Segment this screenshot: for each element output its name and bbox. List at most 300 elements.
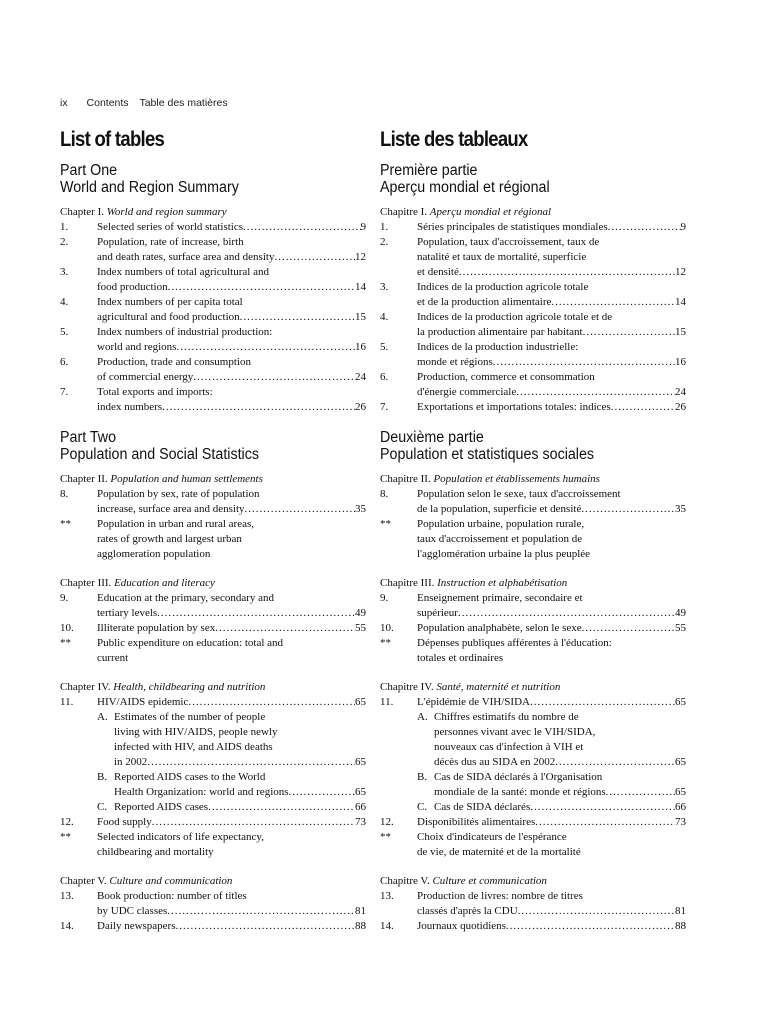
page-number-ref: 26 <box>675 401 686 413</box>
sub-entry-body <box>114 770 366 800</box>
entry-number: 11. <box>60 696 74 708</box>
part-label: Première partie <box>380 162 478 179</box>
entry-number: 3. <box>60 266 69 278</box>
entry-number: 13. <box>380 890 394 902</box>
table-entry <box>380 591 686 621</box>
sub-entry <box>97 710 366 770</box>
chapter-heading <box>60 874 366 889</box>
table-entry <box>380 919 686 934</box>
entry-text-line: Cas de SIDA déclarés à l'Organisation <box>434 771 603 783</box>
entry-text-line: nouveaux cas d'infection à VIH et <box>434 741 584 753</box>
entry-body <box>97 636 366 666</box>
entry-body <box>417 370 686 400</box>
entry-body <box>417 830 686 860</box>
french-column <box>380 128 686 948</box>
entry-text-line: Chiffres estimatifs du nombre de <box>434 711 579 723</box>
entry-text-line: Public expenditure on education: total and <box>97 637 284 649</box>
dot-leader <box>459 265 675 280</box>
entry-text-line: Indices de la production industrielle: <box>417 341 579 353</box>
entry-text-line: childbearing and mortality <box>97 846 214 858</box>
entry-text-line: of commercial energy <box>97 371 194 383</box>
table-entry <box>380 487 686 517</box>
dot-leader <box>208 800 355 815</box>
table-entry <box>60 355 366 385</box>
entry-text-line: infected with HIV, and AIDS deaths <box>114 741 273 753</box>
chapter-prefix: Chapitre I. <box>380 206 428 218</box>
entry-text-line: living with HIV/AIDS, people newly <box>114 726 278 738</box>
entry-text-line: by UDC classes <box>97 905 168 917</box>
table-entry <box>380 889 686 919</box>
sub-entry-letter: B. <box>417 771 428 783</box>
entry-text-line: Exportations et importations totales: indices <box>417 401 611 413</box>
table-entry <box>60 636 366 666</box>
entry-text-line: world and regions <box>97 341 177 353</box>
dot-leader <box>551 295 675 310</box>
entry-text-line: Indices de la production agricole totale <box>417 281 589 293</box>
entry-text-line: l'agglomération urbaine la plus peuplée <box>417 548 591 560</box>
entry-body <box>417 280 686 310</box>
dot-leader <box>152 815 355 830</box>
dot-leader <box>215 621 355 636</box>
entry-number: 1. <box>380 221 389 233</box>
entry-text-line: tertiary levels <box>97 607 158 619</box>
entry-leader-line <box>417 265 686 280</box>
chapter-title: Population et établissements humains <box>433 473 600 485</box>
sub-entry-letter: C. <box>97 801 108 813</box>
entry-number: 2. <box>380 236 389 248</box>
entry-body <box>417 695 686 815</box>
dot-leader <box>581 502 675 517</box>
entry-leader-line <box>417 325 686 340</box>
chapter-heading <box>60 680 366 695</box>
entry-text-line: monde et régions <box>417 356 493 368</box>
chapter-prefix: Chapitre II. <box>380 473 431 485</box>
page-number-ref: 88 <box>675 920 686 932</box>
entry-text-line: classés d'après la CDU <box>417 905 518 917</box>
dot-leader <box>274 250 355 265</box>
dot-leader <box>530 800 675 815</box>
page-number: ix <box>60 97 68 109</box>
table-entry <box>60 621 366 636</box>
entry-number: 1. <box>60 221 69 233</box>
entry-text-line: Total exports and imports: <box>97 386 213 398</box>
page-number-ref: 49 <box>675 607 686 619</box>
entry-text-line: Selected series of world statistics <box>97 221 244 233</box>
table-entry <box>380 695 686 815</box>
entry-text-line: Production de livres: nombre de titres <box>417 890 583 902</box>
part-one-heading <box>60 162 342 196</box>
entry-body <box>97 815 366 830</box>
entry-body <box>97 325 366 355</box>
entry-text-line: de vie, de maternité et de la mortalité <box>417 846 581 858</box>
sub-entry-body <box>114 800 366 815</box>
list-title: Liste des tableaux <box>380 128 528 151</box>
entry-text-line: increase, surface area and density <box>97 503 245 515</box>
entry-body <box>97 695 366 815</box>
sub-entry <box>417 710 686 770</box>
part-one-heading <box>380 162 662 196</box>
page-number-ref: 15 <box>355 311 366 323</box>
entry-leader-line <box>417 355 686 370</box>
chapter <box>60 472 366 562</box>
chapter <box>380 472 686 562</box>
entry-number: 10. <box>380 622 394 634</box>
entry-text-line: Index numbers of total agricultural and <box>97 266 269 278</box>
table-entry <box>380 280 686 310</box>
entry-body <box>417 400 686 415</box>
dot-leader <box>516 385 675 400</box>
part-title: Population et statistiques sociales <box>380 446 595 463</box>
page-number-ref: 73 <box>355 816 366 828</box>
entry-text-line: mondiale de la santé: monde et régions <box>434 786 606 798</box>
entry-number: 3. <box>380 281 389 293</box>
entry-text-line: Population in urban and rural areas, <box>97 518 255 530</box>
page-number-ref: 16 <box>355 341 366 353</box>
dot-leader <box>188 695 355 710</box>
entry-text-line: personnes vivant avec le VIH/SIDA, <box>434 726 596 738</box>
chapter-heading <box>380 680 686 695</box>
entry-body <box>97 295 366 325</box>
table-entry <box>60 385 366 415</box>
entry-leader-line <box>114 785 366 800</box>
chapter-prefix: Chapter III. <box>60 577 112 589</box>
entry-number: 6. <box>60 356 69 368</box>
entry-leader-line <box>97 370 366 385</box>
entry-leader-line <box>97 606 366 621</box>
page-number-ref: 66 <box>675 801 686 813</box>
page-number-ref: 65 <box>355 696 366 708</box>
table-entry <box>380 621 686 636</box>
entry-leader-line <box>97 815 366 830</box>
table-entry <box>60 830 366 860</box>
chapter <box>60 205 366 415</box>
entry-body <box>97 919 366 934</box>
chapter-prefix: Chapter II. <box>60 473 108 485</box>
chapter <box>60 680 366 860</box>
entry-text-line: rates of growth and largest urban <box>97 533 242 545</box>
table-entry <box>60 235 366 265</box>
entry-number: 11. <box>380 696 394 708</box>
entry-leader-line <box>114 755 366 770</box>
entry-text-line: Population selon le sexe, taux d'accroissement <box>417 488 621 500</box>
table-entry <box>60 265 366 295</box>
entry-number: 6. <box>380 371 389 383</box>
dot-leader <box>530 695 675 710</box>
entry-number: 4. <box>380 311 389 323</box>
entry-text-line: Daily newspapers <box>97 920 176 932</box>
part-title: Aperçu mondial et régional <box>380 179 550 196</box>
part-title: World and Region Summary <box>60 179 239 196</box>
entry-leader-line <box>417 815 686 830</box>
page-number-ref: 49 <box>355 607 366 619</box>
entry-leader-line <box>97 502 366 517</box>
running-head-french: Table des matières <box>139 97 228 109</box>
table-entry <box>60 220 366 235</box>
entry-leader-line <box>114 800 366 815</box>
entry-number: 5. <box>380 341 389 353</box>
entry-body <box>417 517 686 562</box>
entry-leader-line <box>97 919 366 934</box>
entry-leader-line <box>97 250 366 265</box>
entry-body <box>97 265 366 295</box>
page-number-ref: 65 <box>675 756 686 768</box>
part-label: Part Two <box>60 429 117 446</box>
table-entry <box>380 636 686 666</box>
entry-leader-line <box>417 606 686 621</box>
chapter-prefix: Chapter V. <box>60 875 107 887</box>
sub-entry <box>97 770 366 800</box>
part-two-heading <box>380 429 662 463</box>
entry-leader-line <box>417 220 686 235</box>
entry-text-line: taux d'accroissement et population de <box>417 533 583 545</box>
entry-number: ** <box>60 518 71 530</box>
page-number-ref: 9 <box>360 221 366 233</box>
entry-number: 10. <box>60 622 74 634</box>
entry-text-line: Production, trade and consumption <box>97 356 251 368</box>
entry-leader-line <box>97 904 366 919</box>
page-number-ref: 24 <box>675 386 686 398</box>
page-number-ref: 24 <box>355 371 366 383</box>
running-head-english: Contents <box>86 97 129 109</box>
page-number-ref: 55 <box>675 622 686 634</box>
chapter-heading <box>380 205 686 220</box>
entry-number: 7. <box>60 386 69 398</box>
page-number-ref: 16 <box>675 356 686 368</box>
dot-leader <box>176 919 355 934</box>
entry-text-line: Indices de la production agricole totale et de <box>417 311 613 323</box>
entry-text-line: natalité et taux de mortalité, superficie <box>417 251 587 263</box>
page-number-ref: 65 <box>355 756 366 768</box>
entry-body <box>97 235 366 265</box>
page-number-ref: 65 <box>675 696 686 708</box>
entry-body <box>417 636 686 666</box>
chapter-title: Instruction et alphabétisation <box>437 577 568 589</box>
table-entry <box>60 325 366 355</box>
dot-leader <box>611 400 675 415</box>
dot-leader <box>245 502 355 517</box>
page-number-ref: 12 <box>675 266 686 278</box>
dot-leader <box>157 606 355 621</box>
dot-leader <box>243 220 360 235</box>
entry-body <box>417 340 686 370</box>
entry-number: 8. <box>60 488 69 500</box>
entry-body <box>417 815 686 830</box>
chapter <box>60 874 366 934</box>
entry-text-line: Index numbers of per capita total <box>97 296 243 308</box>
entry-text-line: de la population, superficie et densité <box>417 503 582 515</box>
entry-number: 5. <box>60 326 69 338</box>
entry-text-line: Population urbaine, population rurale, <box>417 518 585 530</box>
entry-text-line: Population by sex, rate of population <box>97 488 260 500</box>
dot-leader <box>493 355 675 370</box>
entry-body <box>97 385 366 415</box>
chapter-prefix: Chapter IV. <box>60 681 111 693</box>
dot-leader <box>555 755 675 770</box>
page-number-ref: 35 <box>675 503 686 515</box>
chapter-heading <box>380 874 686 889</box>
dot-leader <box>506 919 675 934</box>
entry-text-line: food production <box>97 281 168 293</box>
entry-leader-line <box>97 400 366 415</box>
entry-number: 9. <box>380 592 389 604</box>
entry-number: ** <box>60 637 71 649</box>
entry-text-line: Dépenses publiques afférentes à l'éducation: <box>417 637 612 649</box>
entry-leader-line <box>417 695 686 710</box>
entry-number: ** <box>380 518 391 530</box>
entry-body <box>97 591 366 621</box>
chapter-prefix: Chapter I. <box>60 206 104 218</box>
entry-number: 7. <box>380 401 389 413</box>
entry-body <box>97 830 366 860</box>
sub-entry-letter: C. <box>417 801 428 813</box>
entry-leader-line <box>97 220 366 235</box>
page-number-ref: 55 <box>355 622 366 634</box>
chapter-title: Culture and communication <box>109 875 233 887</box>
page-number-ref: 88 <box>355 920 366 932</box>
table-entry <box>380 370 686 400</box>
entry-text-line: Book production: number of titles <box>97 890 247 902</box>
entry-text-line: Estimates of the number of people <box>114 711 266 723</box>
part-title: Population and Social Statistics <box>60 446 259 463</box>
table-entry <box>380 400 686 415</box>
entry-text-line: Illiterate population by sex <box>97 622 216 634</box>
sub-entry <box>417 770 686 800</box>
sub-entry-letter: A. <box>417 711 428 723</box>
table-entry <box>380 220 686 235</box>
chapter-prefix: Chapitre IV. <box>380 681 434 693</box>
dot-leader <box>176 340 355 355</box>
entry-text-line: Population analphabète, selon le sexe <box>417 622 582 634</box>
entry-text-line: Index numbers of industrial production: <box>97 326 273 338</box>
entry-body <box>417 919 686 934</box>
entry-text-line: index numbers <box>97 401 163 413</box>
table-entry <box>60 889 366 919</box>
dot-leader <box>168 280 355 295</box>
sub-entry-letter: B. <box>97 771 108 783</box>
table-entry <box>380 235 686 280</box>
table-entry <box>60 695 366 815</box>
chapter <box>380 576 686 666</box>
entry-number: ** <box>380 831 391 843</box>
entry-body <box>97 355 366 385</box>
page-number-ref: 65 <box>675 786 686 798</box>
entry-text-line: Séries principales de statistiques mondiales <box>417 221 608 233</box>
table-entry <box>380 310 686 340</box>
entry-body <box>417 591 686 621</box>
english-column <box>60 128 366 948</box>
entry-leader-line <box>417 904 686 919</box>
entry-leader-line <box>417 400 686 415</box>
entry-text-line: agglomeration population <box>97 548 211 560</box>
part-label: Part One <box>60 162 118 179</box>
dot-leader <box>608 220 681 235</box>
entry-number: 4. <box>60 296 69 308</box>
dot-leader <box>162 400 355 415</box>
entry-number: ** <box>380 637 391 649</box>
entry-body <box>97 487 366 517</box>
entry-text-line: Cas de SIDA déclarés <box>434 801 531 813</box>
entry-text-line: d'énergie commerciale <box>417 386 517 398</box>
sub-entry-letter: A. <box>97 711 108 723</box>
chapter-heading <box>60 472 366 487</box>
entry-text-line: décès dus au SIDA en 2002 <box>434 756 556 768</box>
entry-number: 14. <box>60 920 74 932</box>
dot-leader <box>167 904 355 919</box>
chapter-heading <box>380 472 686 487</box>
sub-entry-body <box>114 710 366 770</box>
entry-text-line: et de la production alimentaire <box>417 296 552 308</box>
entry-leader-line <box>417 295 686 310</box>
dot-leader <box>535 815 675 830</box>
entry-text-line: in 2002 <box>114 756 148 768</box>
entry-leader-line <box>97 621 366 636</box>
entry-body <box>97 621 366 636</box>
entry-text-line: HIV/AIDS epidemic <box>97 696 189 708</box>
list-title: List of tables <box>60 128 165 151</box>
page-number-ref: 81 <box>675 905 686 917</box>
page-number-ref: 35 <box>355 503 366 515</box>
entry-body <box>417 889 686 919</box>
entry-leader-line <box>417 919 686 934</box>
page-number-ref: 73 <box>675 816 686 828</box>
entry-text-line: agricultural and food production <box>97 311 240 323</box>
page-number-ref: 12 <box>355 251 366 263</box>
entry-text-line: Production, commerce et consommation <box>417 371 595 383</box>
sub-entry <box>417 800 686 815</box>
entry-number: ** <box>60 831 71 843</box>
sub-entry-body <box>434 800 686 815</box>
entry-text-line: Selected indicators of life expectancy, <box>97 831 264 843</box>
chapter <box>380 205 686 415</box>
entry-body <box>417 621 686 636</box>
entry-number: 2. <box>60 236 69 248</box>
dot-leader <box>193 370 355 385</box>
entry-text-line: Education at the primary, secondary and <box>97 592 275 604</box>
table-entry <box>60 591 366 621</box>
dot-leader <box>606 785 675 800</box>
entry-number: 8. <box>380 488 389 500</box>
entry-number: 14. <box>380 920 394 932</box>
chapter <box>380 874 686 934</box>
entry-text-line: totales et ordinaires <box>417 652 504 664</box>
dot-leader <box>458 606 675 621</box>
chapter <box>60 576 366 666</box>
entry-text-line: Choix d'indicateurs de l'espérance <box>417 831 567 843</box>
entry-text-line: Health Organization: world and regions <box>114 786 289 798</box>
entry-body <box>97 889 366 919</box>
chapter-heading <box>60 205 366 220</box>
entry-leader-line <box>97 695 366 710</box>
entry-leader-line <box>434 800 686 815</box>
entry-text-line: and death rates, surface area and density <box>97 251 275 263</box>
entry-leader-line <box>417 385 686 400</box>
entry-number: 9. <box>60 592 69 604</box>
chapter-prefix: Chapitre III. <box>380 577 435 589</box>
chapter-heading <box>60 576 366 591</box>
entry-leader-line <box>97 280 366 295</box>
table-entry <box>60 919 366 934</box>
entry-body <box>417 235 686 280</box>
chapter-title: Culture et communication <box>432 875 547 887</box>
entry-text-line: Reported AIDS cases <box>114 801 209 813</box>
table-entry <box>60 517 366 562</box>
sub-entry-body <box>434 770 686 800</box>
entry-text-line: et densité <box>417 266 459 278</box>
entry-body <box>417 220 686 235</box>
table-entry <box>60 295 366 325</box>
entry-text-line: Population, taux d'accroissement, taux de <box>417 236 600 248</box>
sub-entry-body <box>434 710 686 770</box>
